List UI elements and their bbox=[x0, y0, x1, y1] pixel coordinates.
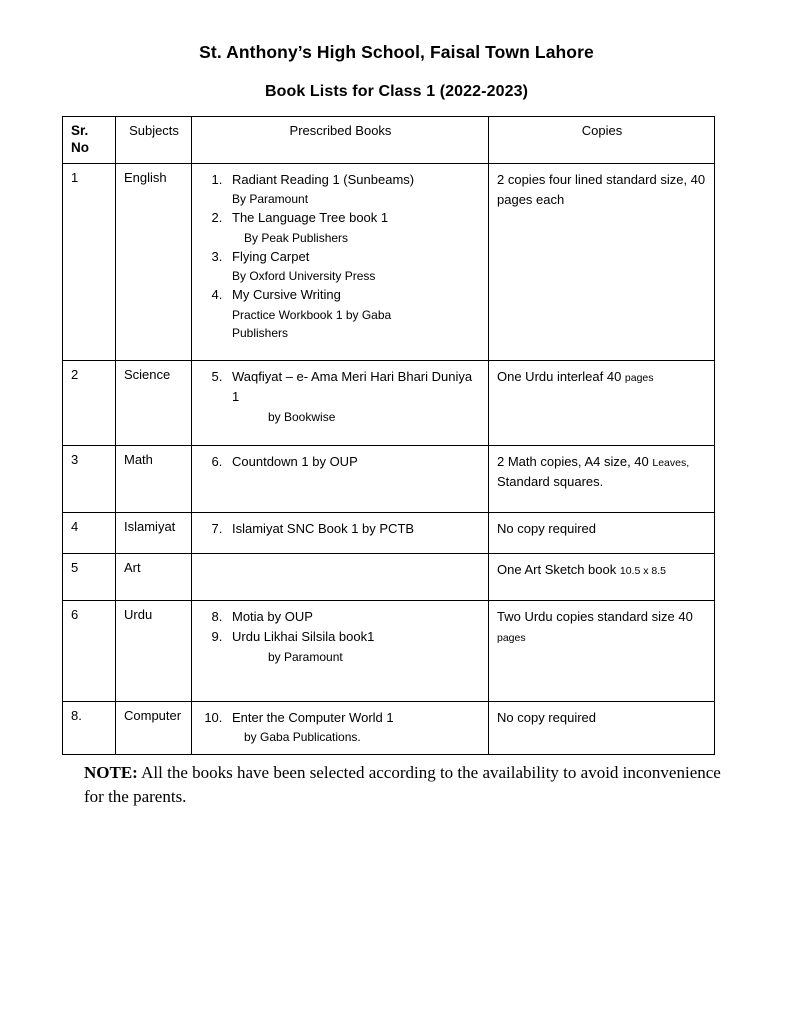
table-row bbox=[63, 445, 715, 512]
table-body bbox=[63, 163, 715, 754]
row-prescribed-books bbox=[192, 360, 489, 445]
note-label: NOTE: bbox=[84, 762, 138, 782]
list-item bbox=[226, 285, 481, 342]
table-header bbox=[63, 117, 715, 164]
copies-text-small: pages bbox=[624, 371, 654, 384]
row-copies bbox=[489, 445, 715, 512]
row-subject: Art bbox=[116, 553, 192, 600]
copies-text-small: Leaves, bbox=[652, 456, 690, 469]
column-header-sr-no bbox=[63, 117, 116, 164]
row-subject: English bbox=[116, 163, 192, 360]
list-item bbox=[226, 519, 481, 540]
book-publisher: Practice Workbook 1 by Gaba bbox=[232, 307, 392, 322]
list-item bbox=[226, 452, 481, 473]
row-sr-no: 2 bbox=[63, 360, 116, 445]
row-sr-no: 8. bbox=[63, 701, 116, 754]
list-item bbox=[226, 607, 481, 628]
row-subject: Islamiyat bbox=[116, 512, 192, 553]
row-subject: Computer bbox=[116, 701, 192, 754]
column-header-prescribed-books: Prescribed Books bbox=[192, 117, 489, 164]
row-sr-no: 5 bbox=[63, 553, 116, 600]
list-item bbox=[226, 627, 481, 666]
copies-text: Two Urdu copies standard size 40 bbox=[497, 608, 693, 624]
row-prescribed-books bbox=[192, 553, 489, 600]
row-copies bbox=[489, 553, 715, 600]
book-title: Radiant Reading 1 (Sunbeams) bbox=[232, 171, 415, 187]
book-publisher: By Oxford University Press bbox=[232, 269, 376, 284]
row-prescribed-books bbox=[192, 163, 489, 360]
row-prescribed-books bbox=[192, 512, 489, 553]
copies-text-small: 10.5 x 8.5 bbox=[619, 564, 666, 577]
book-publisher: By Peak Publishers bbox=[244, 230, 349, 245]
book-title: Waqfiyat – e- Ama Meri Hari Bhari Duniya 1 bbox=[232, 368, 473, 405]
book-list bbox=[200, 607, 481, 666]
row-prescribed-books bbox=[192, 445, 489, 512]
column-header-copies: Copies bbox=[489, 117, 715, 164]
list-item bbox=[226, 247, 481, 286]
column-header-subjects: Subjects bbox=[116, 117, 192, 164]
book-title: The Language Tree book 1 bbox=[232, 210, 389, 226]
table-row bbox=[63, 360, 715, 445]
copies-text: One Art Sketch book bbox=[497, 561, 620, 577]
footer-note bbox=[84, 761, 724, 810]
page-subtitle: Book Lists for Class 1 (2022-2023) bbox=[264, 83, 529, 100]
book-title: Urdu Likhai Silsila book1 bbox=[232, 629, 375, 645]
row-copies bbox=[489, 360, 715, 445]
book-list-table bbox=[62, 116, 715, 755]
page-title: St. Anthony’s High School, Faisal Town Lahore bbox=[199, 42, 594, 62]
book-publisher: By Paramount bbox=[232, 192, 309, 207]
list-item bbox=[226, 708, 481, 747]
row-sr-no: 3 bbox=[63, 445, 116, 512]
book-publisher-cont: Publishers bbox=[232, 325, 289, 340]
table-header-row bbox=[63, 117, 715, 164]
row-prescribed-books bbox=[192, 701, 489, 754]
note-text: All the books have been selected according to the availability to avoid inconvenience for the parents. bbox=[84, 762, 721, 807]
row-subject: Math bbox=[116, 445, 192, 512]
book-list bbox=[200, 519, 481, 540]
table-row bbox=[63, 553, 715, 600]
table-row bbox=[63, 701, 715, 754]
table-row bbox=[63, 600, 715, 701]
list-item bbox=[226, 367, 481, 426]
book-title: My Cursive Writing bbox=[232, 287, 341, 303]
book-publisher: by Bookwise bbox=[268, 409, 336, 424]
list-item bbox=[226, 208, 481, 247]
book-title: Countdown 1 by OUP bbox=[232, 453, 358, 469]
row-copies bbox=[489, 600, 715, 701]
book-publisher: by Paramount bbox=[268, 649, 343, 664]
book-title: Enter the Computer World 1 bbox=[232, 709, 394, 725]
copies-text-line2: Standard squares. bbox=[497, 473, 604, 489]
book-list bbox=[200, 452, 481, 473]
row-copies: No copy required bbox=[489, 701, 715, 754]
column-header-sr-line2: No bbox=[71, 139, 89, 155]
book-list bbox=[200, 708, 481, 747]
row-sr-no: 6 bbox=[63, 600, 116, 701]
list-item bbox=[226, 170, 481, 209]
copies-text: One Urdu interleaf 40 bbox=[497, 368, 625, 384]
book-publisher: by Gaba Publications. bbox=[244, 730, 361, 745]
row-copies: No copy required bbox=[489, 512, 715, 553]
book-title: Flying Carpet bbox=[232, 248, 310, 264]
row-sr-no: 1 bbox=[63, 163, 116, 360]
row-prescribed-books bbox=[192, 600, 489, 701]
row-subject: Science bbox=[116, 360, 192, 445]
row-sr-no: 4 bbox=[63, 512, 116, 553]
table-row bbox=[63, 163, 715, 360]
row-subject: Urdu bbox=[116, 600, 192, 701]
copies-text: 2 Math copies, A4 size, 40 bbox=[497, 453, 653, 469]
book-list bbox=[200, 367, 481, 426]
copies-text-small: pages bbox=[497, 631, 526, 644]
row-copies: 2 copies four lined standard size, 40 pages each bbox=[489, 163, 715, 360]
book-title: Islamiyat SNC Book 1 by PCTB bbox=[232, 520, 415, 536]
column-header-sr-line1: Sr. bbox=[71, 123, 89, 138]
book-list bbox=[200, 170, 481, 342]
table-row bbox=[63, 512, 715, 553]
book-title: Motia by OUP bbox=[232, 608, 313, 624]
